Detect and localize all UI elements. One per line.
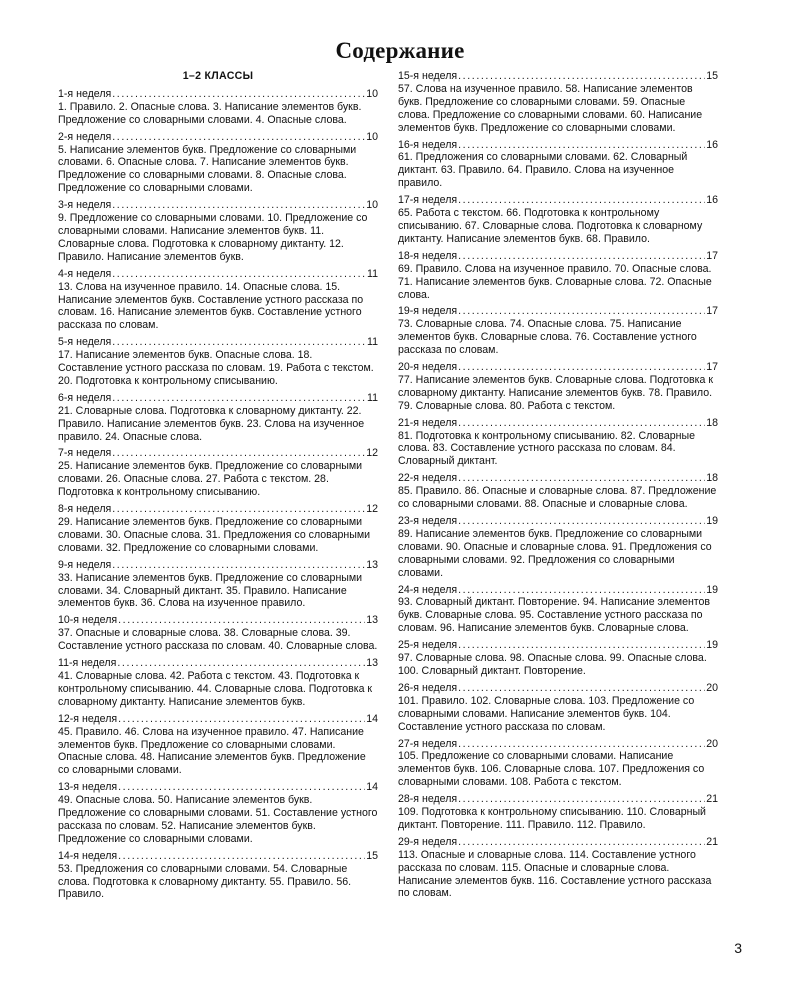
week-lessons: 57. Слова на изученное правило. 58. Написание элементов букв. Предложение со словарными словами. 59. Опасные слова. Предложение со словарными словами. 60. Написание элементов букв. Предложение со словарными словами. xyxy=(398,82,703,134)
week-lessons: 81. Подготовка к контрольному списыванию. 82. Словарные слова. 83. Составление устного рассказа по словам. 84. Словарный диктант. xyxy=(398,429,695,468)
week-label: 12-я неделя xyxy=(58,712,118,725)
week-page-number: 20 xyxy=(706,737,718,750)
dot-leader xyxy=(458,305,705,318)
toc-entry xyxy=(398,738,718,790)
toc-entry-heading xyxy=(398,305,718,318)
toc-entry xyxy=(58,657,378,709)
toc-entry-heading xyxy=(58,88,378,101)
week-lessons: 29. Написание элементов букв. Предложение со словарными словами. 30. Опасные слова. 31. Предложения со словарными словами. 32. Предложение со словарными словами. xyxy=(58,516,371,554)
dot-leader xyxy=(458,139,705,152)
week-page-number: 17 xyxy=(706,249,718,262)
dot-leader xyxy=(458,250,705,263)
toc-column-right xyxy=(398,70,718,904)
week-label: 17-я неделя xyxy=(398,194,458,207)
toc-entry-heading xyxy=(398,584,718,597)
week-page-number: 13 xyxy=(366,558,378,571)
toc-entry xyxy=(398,682,718,734)
dot-leader xyxy=(458,738,705,751)
week-page-number: 13 xyxy=(366,657,378,670)
week-label: 24-я неделя xyxy=(398,583,458,596)
week-label: 5-я неделя xyxy=(58,336,112,349)
toc-entry xyxy=(398,836,718,901)
dot-leader xyxy=(458,793,705,806)
toc-entry xyxy=(398,194,718,246)
week-lessons: 45. Правило. 46. Слова на изученное правило. 47. Написание элементов букв. Предложение со словарными словами. Опасные слова. 48. Написание элементов букв. Предложение со словарными словами. xyxy=(58,725,366,777)
page-title: Содержание xyxy=(335,38,465,63)
week-page-number: 11 xyxy=(367,267,378,280)
week-list-right xyxy=(398,70,718,900)
week-label: 21-я неделя xyxy=(398,416,458,429)
week-lessons: 17. Написание элементов букв. Опасные слова. 18. Составление устного рассказа по словам. 19. Работа с текстом. 20. Подготовка к контрольному списыванию. xyxy=(58,349,374,387)
dot-leader xyxy=(112,268,366,281)
toc-entry-heading xyxy=(58,781,378,794)
week-label: 27-я неделя xyxy=(398,737,458,750)
week-lessons: 89. Написание элементов букв. Предложение со словарными словами. 90. Опасные и словарные слова. 91. Предложения со словарными словами. 92. Предложения со словарными словами. xyxy=(398,527,712,579)
week-page-number: 11 xyxy=(367,391,378,404)
week-label: 13-я неделя xyxy=(58,781,118,794)
toc-entry xyxy=(58,199,378,264)
toc-entry-heading xyxy=(58,713,378,726)
week-page-number: 10 xyxy=(366,87,378,100)
week-label: 22-я неделя xyxy=(398,472,458,485)
toc-column-left xyxy=(58,70,378,905)
week-page-number: 12 xyxy=(366,503,378,516)
dot-leader xyxy=(458,515,705,528)
toc-entry xyxy=(58,614,378,653)
week-lessons: 65. Работа с текстом. 66. Подготовка к контрольному списыванию. 67. Словарные слова. Подготовка к словарному диктанту. Написание элементов букв. 68. Правило. xyxy=(398,207,703,245)
week-label: 10-я неделя xyxy=(58,614,118,627)
week-lessons: 113. Опасные и словарные слова. 114. Составление устного рассказа по словам. 115. Опасные и словарные слова. Написание элементов букв. 116. Составление устного рассказа по словам. xyxy=(398,848,712,900)
dot-leader xyxy=(112,131,365,144)
week-lessons: 13. Слова на изученное правило. 14. Опасные слова. 15. Написание элементов букв. Составление устного рассказа по словам. 16. Написание элементов букв. Составление устного рассказа по словам. xyxy=(58,280,364,332)
toc-entry xyxy=(58,131,378,196)
toc-entry-heading xyxy=(58,614,378,627)
week-lessons: 93. Словарный диктант. Повторение. 94. Написание элементов букв. Словарные слова. 95. Составление устного рассказа по словам. 96. Написание элементов букв. Словарные слова. xyxy=(398,596,711,635)
week-label: 9-я неделя xyxy=(58,558,112,571)
toc-entry-heading xyxy=(398,361,718,374)
week-lessons: 9. Предложение со словарными словами. 10. Предложение со словарными словами. Написание элементов букв. 11. Словарные слова. Подготовка к словарному диктанту. 12. Правило. Написание элементов букв. xyxy=(58,212,368,263)
week-page-number: 15 xyxy=(706,70,718,82)
toc-entry-heading xyxy=(58,559,378,572)
toc-entry xyxy=(398,417,718,469)
toc-entry-heading xyxy=(58,199,378,212)
toc-entry xyxy=(58,503,378,555)
toc-entry xyxy=(398,515,718,580)
dot-leader xyxy=(458,194,705,207)
toc-entry-heading xyxy=(58,392,378,405)
dot-leader xyxy=(458,70,705,83)
week-page-number: 12 xyxy=(366,447,378,460)
week-page-number: 17 xyxy=(706,305,718,318)
week-label: 7-я неделя xyxy=(58,447,112,460)
dot-leader xyxy=(112,199,365,212)
week-lessons: 5. Написание элементов букв. Предложение со словарными словами. 6. Опасные слова. 7. Написание элементов букв. Предложение со словарными словами. 8. Опасные слова. Предложение со словарными словами. xyxy=(58,143,357,195)
dot-leader xyxy=(458,639,705,652)
week-label: 8-я неделя xyxy=(58,503,112,516)
toc-entry-heading xyxy=(58,503,378,516)
week-lessons: 85. Правило. 86. Опасные и словарные слова. 87. Предложение со словарными словами. 88. Опасные и словарные слова. xyxy=(398,485,717,511)
toc-entry-heading xyxy=(58,447,378,460)
toc-entry xyxy=(398,472,718,511)
toc-entry-heading xyxy=(398,738,718,751)
toc-entry-heading xyxy=(398,250,718,263)
dot-leader xyxy=(458,682,705,695)
week-page-number: 18 xyxy=(706,472,718,485)
dot-leader xyxy=(118,614,365,627)
week-lessons: 73. Словарные слова. 74. Опасные слова. 75. Написание элементов букв. Словарные слова. 76. Составление устного рассказа по словам. xyxy=(398,318,697,357)
toc-entry-heading xyxy=(398,139,718,152)
dot-leader xyxy=(112,88,365,101)
toc-entry xyxy=(58,447,378,499)
toc-entry-heading xyxy=(58,657,378,670)
week-lessons: 77. Написание элементов букв. Словарные слова. Подготовка к словарному диктанту. Написание элементов букв. 78. Правило. 79. Словарные слова. 80. Работа с текстом. xyxy=(398,373,713,412)
week-page-number: 21 xyxy=(706,835,718,848)
dot-leader xyxy=(118,850,365,863)
toc-entry xyxy=(398,793,718,832)
week-page-number: 16 xyxy=(706,194,718,207)
toc-entry xyxy=(398,250,718,302)
week-label: 28-я неделя xyxy=(398,793,458,806)
dot-leader xyxy=(117,657,365,670)
toc-entry-heading xyxy=(398,70,718,83)
toc-entry xyxy=(58,713,378,778)
week-label: 3-я неделя xyxy=(58,199,112,212)
week-lessons: 37. Опасные и словарные слова. 38. Словарные слова. 39. Составление устного рассказа по словам. 40. Словарные слова. xyxy=(58,627,378,653)
dot-leader xyxy=(458,417,705,430)
week-list-left xyxy=(58,88,378,901)
toc-entry xyxy=(398,139,718,191)
week-page-number: 21 xyxy=(706,793,718,806)
toc-entry xyxy=(398,70,718,135)
week-label: 26-я неделя xyxy=(398,681,458,694)
grade-heading: 1–2 КЛАССЫ xyxy=(182,70,254,82)
toc-entry-heading xyxy=(398,472,718,485)
toc-entry xyxy=(398,305,718,357)
week-page-number: 13 xyxy=(366,614,378,627)
dot-leader xyxy=(118,713,365,726)
toc-entry xyxy=(58,781,378,846)
week-page-number: 14 xyxy=(366,781,378,794)
week-page-number: 10 xyxy=(366,130,378,143)
toc-entry-heading xyxy=(58,850,378,863)
page-number: 3 xyxy=(734,940,742,956)
toc-entry xyxy=(58,88,378,127)
week-label: 15-я неделя xyxy=(398,70,458,82)
week-page-number: 19 xyxy=(706,639,718,652)
dot-leader xyxy=(112,559,365,572)
toc-entry-heading xyxy=(58,268,378,281)
dot-leader xyxy=(112,336,366,349)
week-page-number: 19 xyxy=(706,583,718,596)
week-label: 23-я неделя xyxy=(398,515,458,527)
week-lessons: 101. Правило. 102. Словарные слова. 103. Предложение со словарными словами. Написание элементов букв. 104. Составление устного рассказа по словам. xyxy=(398,694,695,733)
dot-leader xyxy=(118,781,365,794)
week-page-number: 11 xyxy=(367,336,378,349)
dot-leader xyxy=(458,584,705,597)
week-lessons: 33. Написание элементов букв. Предложение со словарными словами. 34. Словарный диктант. 35. Правило. Написание элементов букв. 36. Слова на изученное правило. xyxy=(58,571,363,610)
week-label: 4-я неделя xyxy=(58,267,112,280)
toc-entry-heading xyxy=(58,131,378,144)
week-lessons: 105. Предложение со словарными словами. Написание элементов букв. 106. Словарные слова. 107. Предложения со словарными словами. 108. Работа с текстом. xyxy=(398,750,705,789)
dot-leader xyxy=(458,836,705,849)
week-label: 16-я неделя xyxy=(398,138,458,151)
week-label: 11-я неделя xyxy=(58,657,117,670)
dot-leader xyxy=(458,361,705,374)
week-page-number: 14 xyxy=(366,712,378,725)
week-page-number: 10 xyxy=(366,199,378,212)
week-label: 1-я неделя xyxy=(58,87,112,100)
week-label: 29-я неделя xyxy=(398,835,458,848)
dot-leader xyxy=(112,447,365,460)
week-label: 18-я неделя xyxy=(398,249,458,262)
week-label: 20-я неделя xyxy=(398,361,458,374)
toc-entry-heading xyxy=(58,336,378,349)
toc-entry xyxy=(58,268,378,333)
week-label: 2-я неделя xyxy=(58,130,112,143)
toc-entry xyxy=(398,584,718,636)
dot-leader xyxy=(112,503,365,516)
toc-entry-heading xyxy=(398,515,718,528)
week-lessons: 41. Словарные слова. 42. Работа с текстом. 43. Подготовка к контрольному списыванию. 44. Словарные слова. Подготовка к словарному диктанту. Написание элементов букв. xyxy=(58,669,373,708)
week-label: 14-я неделя xyxy=(58,849,118,862)
week-lessons: 25. Написание элементов букв. Предложение со словарными словами. 26. Опасные слова. 27. Работа с текстом. 28. Подготовка к контрольному списыванию. xyxy=(58,460,363,499)
toc-entry xyxy=(58,392,378,444)
week-page-number: 17 xyxy=(706,361,718,374)
week-label: 19-я неделя xyxy=(398,305,458,318)
week-lessons: 21. Словарные слова. Подготовка к словарному диктанту. 22. Правило. Написание элементов букв. 23. Слова на изученное правило. 24. Опасные слова. xyxy=(58,404,365,443)
week-page-number: 18 xyxy=(706,416,718,429)
toc-entry-heading xyxy=(398,682,718,695)
toc-entry xyxy=(58,559,378,611)
toc-entry-heading xyxy=(398,836,718,849)
week-lessons: 53. Предложения со словарными словами. 54. Словарные слова. Подготовка к словарному диктанту. 55. Правило. 56. Правило. xyxy=(58,862,352,901)
week-lessons: 97. Словарные слова. 98. Опасные слова. 99. Опасные слова. 100. Словарный диктант. Повторение. xyxy=(398,652,707,677)
week-label: 6-я неделя xyxy=(58,391,112,404)
week-page-number: 15 xyxy=(366,849,378,862)
week-lessons: 69. Правило. Слова на изученное правило. 70. Опасные слова. 71. Написание элементов букв. Словарные слова. 72. Опасные слова. xyxy=(398,262,712,301)
week-label: 25-я неделя xyxy=(398,639,458,652)
week-lessons: 109. Подготовка к контрольному списыванию. 110. Словарный диктант. Повторение. 111. Правило. 112. Правило. xyxy=(398,806,706,831)
week-page-number: 16 xyxy=(706,138,718,151)
toc-entry xyxy=(398,361,718,413)
toc-entry xyxy=(58,336,378,388)
dot-leader xyxy=(458,472,705,485)
toc-entry xyxy=(58,850,378,902)
week-page-number: 19 xyxy=(706,515,718,527)
week-lessons: 49. Опасные слова. 50. Написание элементов букв. Предложение со словарными словами. 51. Составление устного рассказа по словам. 52. Написание элементов букв. Предложение со словарными словами. xyxy=(58,794,378,845)
week-lessons: 1. Правило. 2. Опасные слова. 3. Написание элементов букв. Предложение со словарными словами. 4. Опасные слова. xyxy=(58,100,362,126)
toc-entry-heading xyxy=(398,417,718,430)
toc-entry xyxy=(398,639,718,678)
dot-leader xyxy=(112,392,366,405)
week-lessons: 61. Предложения со словарными словами. 62. Словарный диктант. 63. Правило. 64. Правило. Слова на изученное правило. xyxy=(398,151,688,190)
week-page-number: 20 xyxy=(706,681,718,694)
toc-entry-heading xyxy=(398,194,718,207)
toc-entry-heading xyxy=(398,639,718,652)
toc-entry-heading xyxy=(398,793,718,806)
